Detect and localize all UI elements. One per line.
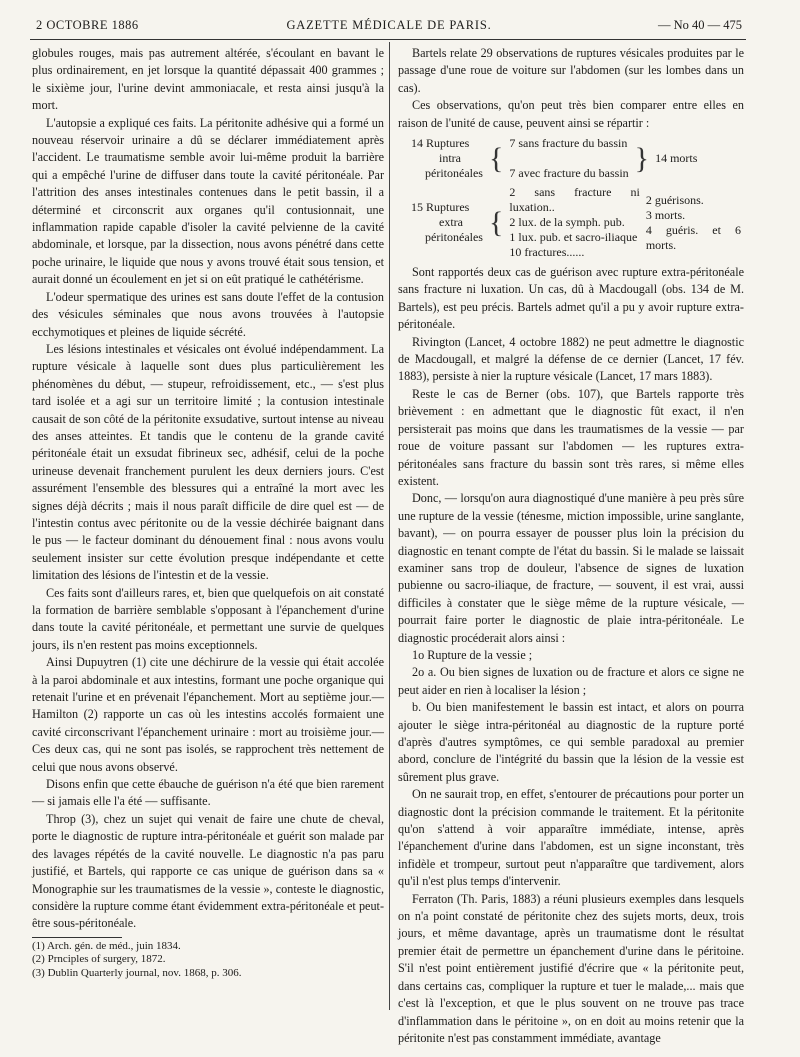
- footnote-rule: [32, 937, 122, 938]
- header-date: 2 OCTOBRE 1886: [36, 18, 139, 32]
- column-divider: [389, 42, 390, 1010]
- issue-page-number: — No 40 — 475: [657, 18, 742, 32]
- paragraph: Bartels relate 29 observations de ruptures vésicales produites par le passage d'une roue de voiture sur l'abdomen (sur les lombes dans un cas).: [398, 46, 744, 95]
- paragraph: Disons enfin que cette ébauche de guérison n'a été que bien rarement — si jamais elle l'a été — suffisante.: [32, 777, 384, 809]
- paragraph: Ferraton (Th. Paris, 1883) a réuni plusieurs exemples dans lesquels on n'a point constaté de péritonite chez des sujets morts, deux, trois jours, et même davantage, après un traumatisme dont le résultat premier était de permettre un épanchement d'urine dans le péritoine. S'il n'est point entièrement justifié d'écrire que « la péritonite peut, dans certains cas, compliquer la rupture et tuer le malade,... mais que c'est là l'exception, et que le plus souvent on ne trouve pas trace d'inflammation dans le péritoine », on en doit au moins retenir que la péritonite n'est pas constamment immédiate, avantage: [398, 891, 744, 1045]
- brace-close: }: [634, 141, 650, 175]
- paragraph: L'odeur spermatique des urines est sans doute l'effet de la contusion des vésicules séminales que nous avons trouvées à l'autopsie ecchymotiques et pleines de liquide sécrété.: [32, 289, 384, 339]
- page-header: [36, 15, 742, 37]
- paragraph: L'autopsie a expliqué ces faits. La péritonite adhésive qui a formé un nouveau réservoir urinaire a dû se déclarer immédiatement après l'accident. Le traumatisme semble avoir lui-même produit la barrière qui a empêché l'urine de diffuser dans toute la cavité péritonéale. Par l'attrition des anses intestinales contenues dans le petit bassin, il a déterminé et circonscrit aux organes qu'il contusionnait, une inflammation rapide capable d'isoler la cavité pelvienne de la cavité abdominale, et lorsque, par la dissection, nous avons pénétré dans cette poche urinaire, le liquide que nous y avons trouvé était sous tension, et aurait donné un écoulement en jet si on eût pratiqué le cathétérisme.: [32, 115, 384, 287]
- paragraph: Ces observations, qu'on peut très bien comparer entre elles en raison de l'unité de cause, peuvent ainsi se répartir :: [398, 98, 744, 130]
- paragraph: Rivington (Lancet, 4 octobre 1882) ne peut admettre le diagnostic de Macdougall, et malgré la défense de ce dernier (Lancet, 17 fév. 1883), persiste à nier la rupture vésicale (Lancet, 17 mars 1883).: [398, 334, 744, 384]
- paragraph: Les lésions intestinales et vésicales ont évolué indépendamment. La rupture vésicale à laquelle sont dues plus particulièrement les phénomènes du début, — stupeur, refroidissement, etc., — s'est plus tard isolée et a agi sur un territoire limité ; la contusion intestinale causait de son côté de la péritonite exsudative, surtout intense au niveau des anses atteintes. Et tandis que le contenu de la grande cavité péritonéale était un exsudat fibrineux sec, adhésif, celui de la poche urineuse devenait franchement purulent les deux derniers jours. C'est assurément l'ensemble des blessures qui a entraîné la mort avec les signes déjà décrits ; mais il nous paraît difficile de dire quel est — de l'intestin contus avec péritonite ou de la vessie déchirée baignant dans le pus — le facteur dominant du dénouement final : nous avons voulu seulement insister sur cette évolution presque indépendante et cette limitation des lésions de l'intestin et de la vessie.: [32, 341, 384, 583]
- paragraph: b. Ou bien manifestement le bassin est intact, et alors on pourra ajouter le siège intra-péritonéal au diagnostic de la rupture porté d'après d'autres symptômes, ce qui semble paradoxal au premier abord, conclure de l'intégrité du bassin que la lésion de la vessie est sûrement plus grave.: [398, 700, 744, 784]
- paragraph: Ces faits sont d'ailleurs rares, et, bien que quelquefois on ait constaté la formation de barrière semblable s'opposant à l'épanchement d'urine dans toute la cavité péritonéale, et permettant une survie de quelques jours, ils n'en restent pas moins exceptionnels.: [32, 585, 384, 652]
- paragraph: Donc, — lorsqu'on aura diagnostiqué d'une manière à peu près sûre une rupture de la vessie (ténesme, miction impossible, urine sanglante, bavant), — on pourra essayer de pousser plus loin la précision du diagnostic en tenant compte de l'état du bassin. Si le malade se laissait examiner sans trop de douleur, l'absence de signes de luxation pubienne ou sacro-iliaque, de fracture, — souvent, il est vrai, aussi difficiles à constater que le siège même de la rupture vésicale, — pourrait faire porter le diagnostic de plaie intra-péritonéale. Le diagnostic procéderait alors ainsi :: [398, 491, 744, 645]
- brace-open: {: [488, 141, 504, 175]
- paragraph: Ainsi Dupuytren (1) cite une déchirure de la vessie qui était accolée à la paroi abdominale et aux intestins, formant une poche organique qui retenait l'urine et en prévenait l'épanchement. Mort au septième jour.—Hamilton (2) rapporte un cas où les intestins accolés formaient une cavité circonscrivant l'épanchement urinaire : mort au troisième jour.—Ces deux cas, qui ne sont pas isolés, se rapprochent très nettement de celui que nous avons observé.: [32, 655, 384, 774]
- stat-outcome: 14 morts: [655, 151, 698, 166]
- brace-open: {: [488, 205, 504, 239]
- stats-table-extra: [408, 185, 744, 260]
- paragraph: globules rouges, mais pas autrement altérée, s'écoulant en bavant le plus ordinairement, en jet lorsque la quantité dépassait 400 grammes ; le sixième jour, l'urine devint ammoniacale, et resta ainsi jusqu'à la mort.: [32, 46, 384, 113]
- footnote: (2) Prnciples of surgery, 1872.: [32, 953, 166, 966]
- stat-outcomes: 2 guérisons. 3 morts. 4 guéris. et 6 morts.: [645, 192, 741, 252]
- stat-label: 14 Ruptures intra péritonéales: [411, 136, 483, 181]
- stat-label: 15 Ruptures extra péritonéales: [411, 200, 483, 245]
- footnote: (3) Dublin Quarterly journal, nov. 1868, p. 306.: [32, 966, 242, 979]
- journal-title: GAZETTE MÉDICALE DE PARIS.: [286, 18, 492, 32]
- footnote: (1) Arch. gén. de méd., juin 1834.: [32, 939, 181, 952]
- stats-table-intra: [408, 136, 700, 181]
- header-rule: [30, 39, 746, 40]
- left-column: [32, 45, 384, 980]
- stat-rows: 2 sans fracture ni luxation.. 2 lux. de la symph. pub. 1 lux. pub. et sacro-iliaque 10 fractures......: [509, 185, 640, 260]
- paragraph: 1o Rupture de la vessie ;: [412, 647, 533, 662]
- right-column: [398, 45, 744, 1047]
- paragraph: 2o a. Ou bien signes de luxation ou de fracture et alors ce signe ne peut aider en rien à localiser la lésion ;: [398, 665, 744, 697]
- stat-rows: 7 sans fracture du bassin 7 avec fracture du bassin: [509, 136, 629, 181]
- paragraph: On ne saurait trop, en effet, s'entourer de précautions pour porter un diagnostic dont la précision commande le traitement. Et la péritonite qu'on s'attend à voir apparaître immédiate, intense, après l'épanchement d'urine dans l'abdomen, est un signe inconstant, très infidèle et trompeur, surtout peut n'apparaître que tardivement, alors qu'il n'est plus temps d'intervenir.: [398, 787, 744, 889]
- paragraph: Reste le cas de Berner (obs. 107), que Bartels rapporte très brièvement : en admettant que le diagnostic fût exact, il n'en persisterait pas moins que dans les traumatismes de la vessie — par roue de voiture passant sur l'abdomen — les ruptures extra-péritonéales sans fracture du bassin sont très rares, si même elles existent.: [398, 386, 744, 488]
- paragraph: Sont rapportés deux cas de guérison avec rupture extra-péritonéale sans fracture ni luxation. Un cas, dû à Macdougall (obs. 134 de M. Bartels), est peu précis. Bartels admet qu'il a pu y avoir rupture extra-péritonéale.: [398, 265, 744, 332]
- paragraph: Throp (3), chez un sujet qui venait de faire une chute de cheval, porte le diagnostic de rupture intra-péritonéale et guérit son malade par des lavages répétés de la cavité nouvelle. Le diagnostic n'a pas paru justifié, et Bartels, qui rapporte ce cas unique de guérison dans sa « Monographie sur les traumatismes de la vessie », conteste le diagnostic, considère la rupture comme étant évidemment extra-péritonéale et peut-être sous-péritonéale.: [32, 811, 384, 931]
